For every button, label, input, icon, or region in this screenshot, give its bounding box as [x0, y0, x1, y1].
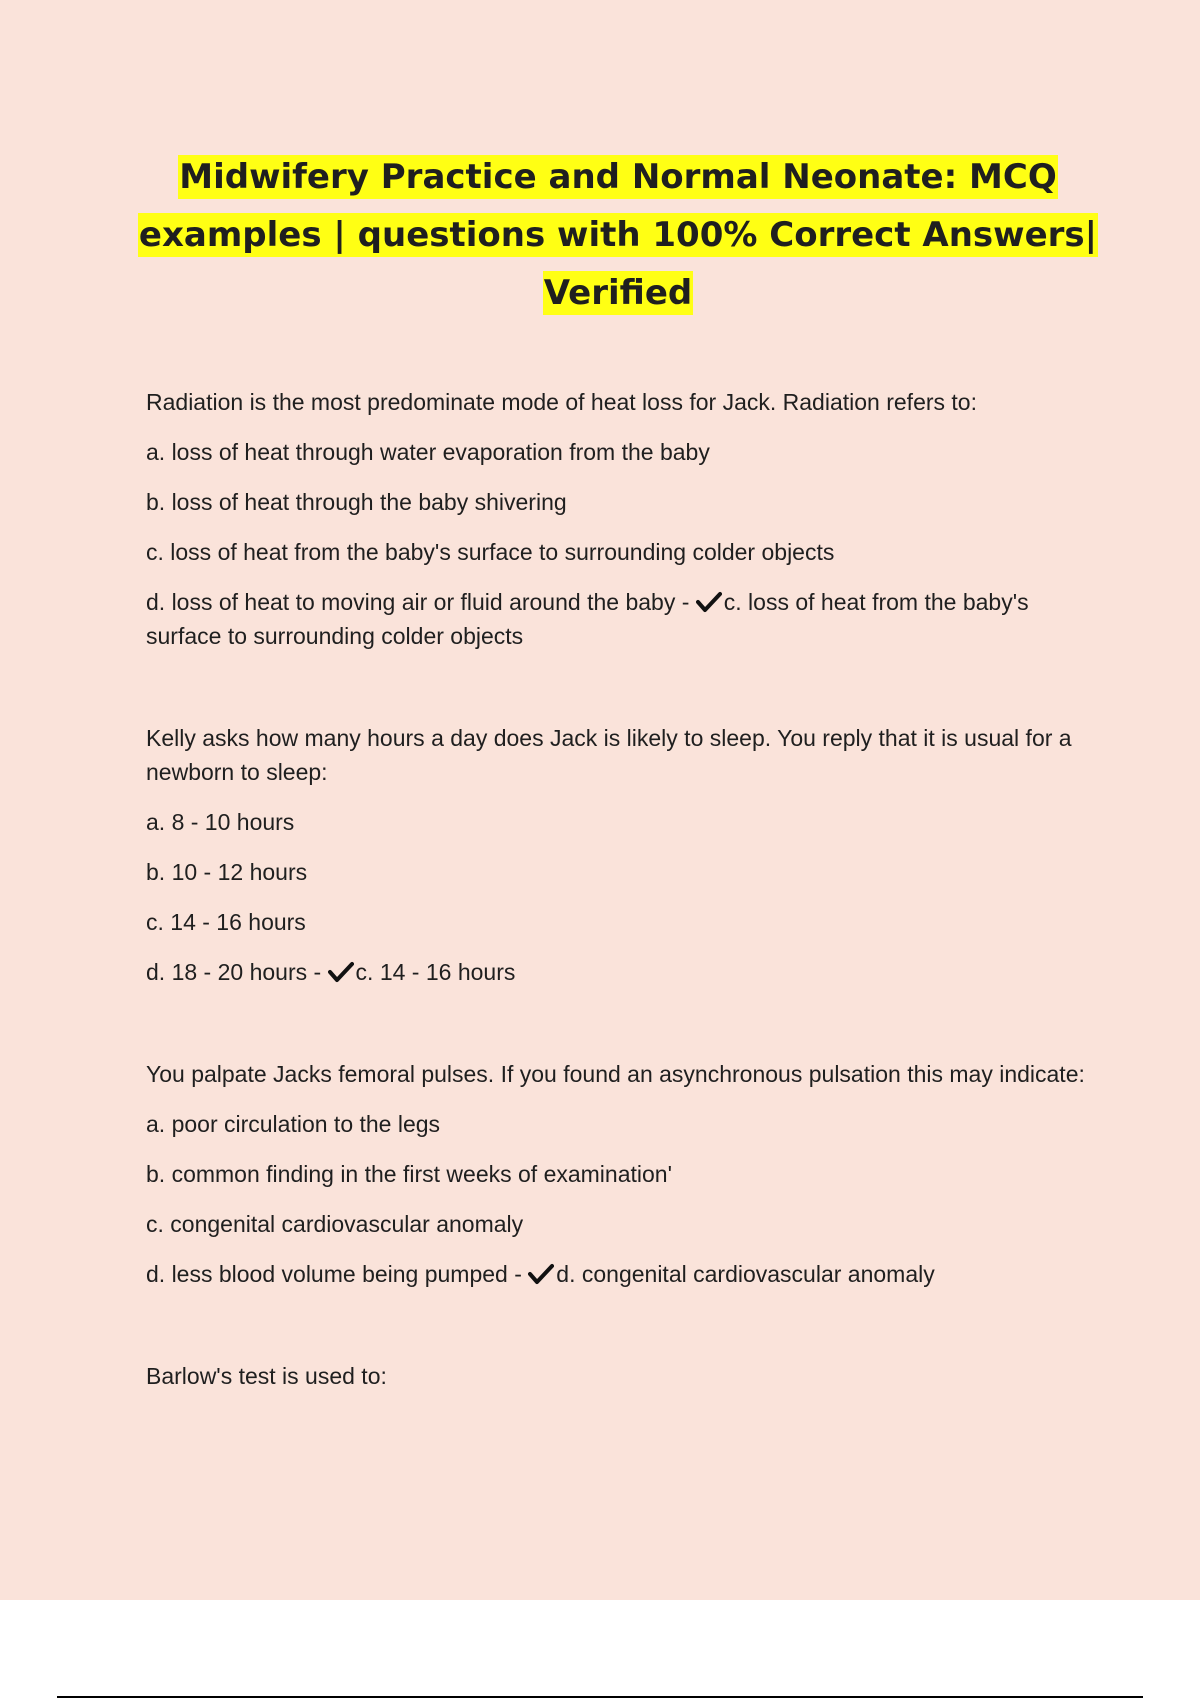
check-icon [328, 961, 354, 983]
option-b: b. loss of heat through the baby shivering [146, 489, 567, 515]
option-c: c. 14 - 16 hours [146, 909, 306, 935]
option-b: b. 10 - 12 hours [146, 859, 308, 885]
question-item [146, 721, 1086, 989]
question-text: Kelly asks how many hours a day does Jack is likely to sleep. You reply that it is usual for a newborn to sleep: [146, 725, 1072, 785]
question-item [146, 1359, 1086, 1393]
footer-divider [57, 1696, 1143, 1698]
question-list [146, 385, 1086, 1461]
option-c: c. loss of heat from the baby's surface to surrounding colder objects [146, 539, 835, 565]
document-title [130, 148, 1106, 322]
check-icon [696, 591, 722, 613]
option-d: d. less blood volume being pumped - [146, 1261, 522, 1287]
option-d: d. 18 - 20 hours - [146, 959, 322, 985]
title-line-3: Verified [543, 273, 693, 313]
option-d-with-answer [146, 1257, 1086, 1291]
title-line-1: Midwifery Practice and Normal Neonate: MCQ [179, 157, 1057, 197]
correct-answer: c. loss of heat from the baby's surface to surrounding colder objects [146, 589, 1029, 649]
question-item [146, 385, 1086, 653]
question-text: Radiation is the most predominate mode of heat loss for Jack. Radiation refers to: [146, 389, 977, 415]
option-d-with-answer [146, 955, 1086, 989]
option-c: c. congenital cardiovascular anomaly [146, 1211, 524, 1237]
option-d-with-answer [146, 585, 1086, 653]
option-b: b. common finding in the first weeks of examination' [146, 1161, 672, 1187]
option-a: a. poor circulation to the legs [146, 1111, 441, 1137]
check-icon [528, 1263, 554, 1285]
title-line-2: examples | questions with 100% Correct Answers| [138, 215, 1098, 255]
question-text: You palpate Jacks femoral pulses. If you found an asynchronous pulsation this may indicate: [146, 1061, 1085, 1087]
correct-answer: c. 14 - 16 hours [355, 959, 516, 985]
option-a: a. loss of heat through water evaporation from the baby [146, 439, 710, 465]
correct-answer: d. congenital cardiovascular anomaly [556, 1261, 935, 1287]
option-a: a. 8 - 10 hours [146, 809, 295, 835]
option-d: d. loss of heat to moving air or fluid around the baby - [146, 589, 690, 615]
question-text: Barlow's test is used to: [146, 1363, 387, 1389]
question-item [146, 1057, 1086, 1291]
